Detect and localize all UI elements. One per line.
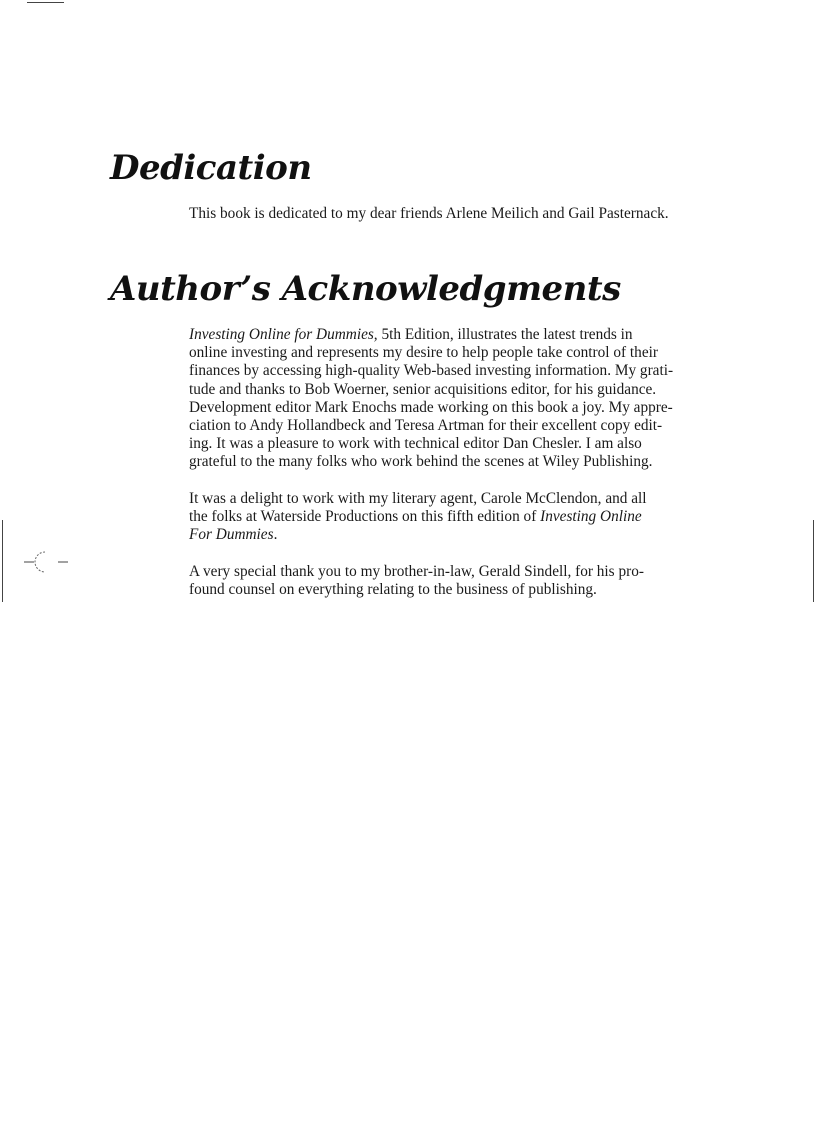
registration-mark-icon [24, 549, 68, 575]
acknowledgments-paragraph-1 [189, 326, 719, 472]
book-title: For Dummies [189, 526, 274, 544]
paragraph-line: online investing and represents my desire to help people take control of their [189, 344, 658, 362]
paragraph-line [189, 526, 719, 544]
paragraph-line: ing. It was a pleasure to work with technical editor Dan Chesler. I am also [189, 435, 642, 453]
paragraph-line: grateful to the many folks who work behind the scenes at Wiley Publishing. [189, 453, 653, 471]
paragraph-line-text: . [273, 526, 278, 544]
paragraph-line: tude and thanks to Bob Woerner, senior acquisitions editor, for his guidance. [189, 380, 657, 398]
acknowledgments-paragraph-2 [189, 490, 719, 545]
dedication-text: This book is dedicated to my dear friends Arlene Meilich and Gail Pasternack. [189, 205, 669, 222]
crop-mark-top [27, 2, 64, 3]
paragraph-line: ciation to Andy Hollandbeck and Teresa Artman for their excellent copy edit- [189, 417, 663, 435]
paragraph-line: A very special thank you to my brother-in-law, Gerald Sindell, for his pro- [189, 562, 644, 580]
paragraph-line: found counsel on everything relating to the business of publishing. [189, 580, 597, 598]
paragraph-line: finances by accessing high-quality Web-based investing information. My grati- [189, 362, 674, 380]
crop-mark-left [2, 520, 3, 602]
acknowledgments-body [189, 326, 719, 599]
paragraph-line: Development editor Mark Enochs made working on this book a joy. My appre- [189, 398, 673, 416]
paragraph-spacer [189, 544, 719, 562]
crop-mark-right [813, 520, 814, 602]
acknowledgments-paragraph-3 [189, 563, 719, 599]
paragraph-spacer [189, 472, 719, 490]
dedication-body [189, 205, 719, 223]
acknowledgments-heading: Author’s Acknowledgments [110, 269, 621, 309]
dedication-heading: Dedication [110, 148, 312, 188]
paragraph-line-text: 5th Edition, illustrates the latest trends in [377, 326, 633, 343]
paragraph-line: It was a delight to work with my literary agent, Carole McClendon, and all [189, 489, 647, 507]
book-title: Investing Online [540, 508, 642, 526]
paragraph-line [189, 508, 719, 526]
paragraph-line-text: the folks at Waterside Productions on this fifth edition of [189, 508, 541, 526]
paragraph-line [189, 326, 719, 344]
book-title: Investing Online for Dummies, [189, 326, 378, 343]
